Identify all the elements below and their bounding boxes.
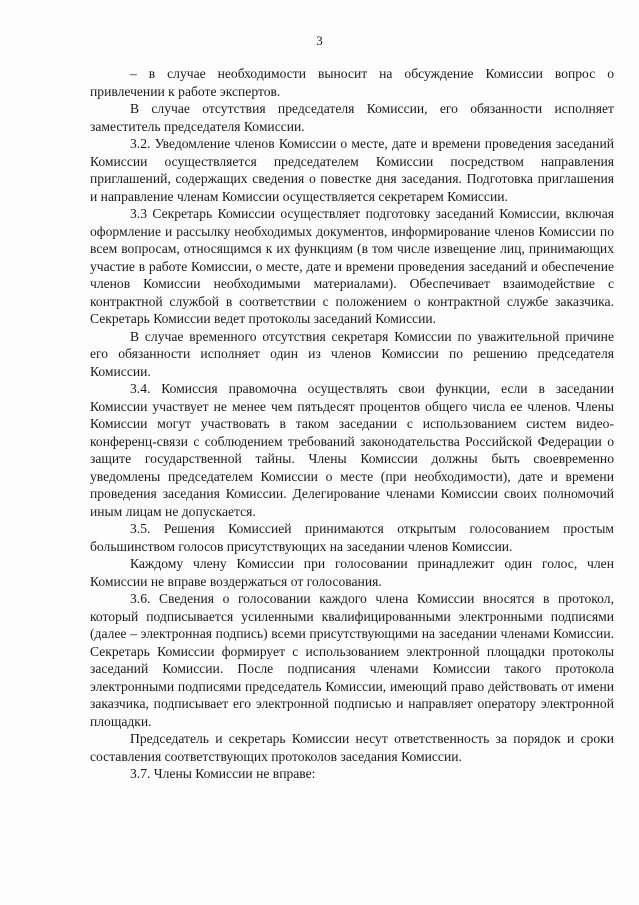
paragraph-3-4: 3.4. Комиссия правомочна осуществлять свои функции, если в заседании Комиссии участвует не менее чем пятьдесят процентов общего числа ее членов. Члены Комиссии могут участвовать в таком заседании с использованием систем видео-конференц-связи с соблюдением требований законодательства Российской Федерации о защите государственной тайны. Члены Комиссии должны быть своевременно уведомлены председателем Комиссии о месте (при необходимости), дате и времени проведения заседания Комиссии. Делегирование членами Комиссии своих полномочий иным лицам не допускается. <box>90 381 614 519</box>
paragraph-3-6: 3.6. Сведения о голосовании каждого члена Комиссии вносятся в протокол, который подписывается усиленными квалифицированными электронными подписями (далее – электронная подпись) всеми присутствующими на заседании членами Комиссии. Секретарь Комиссии формирует с использованием электронной площадки протоколы заседаний Комиссии. После подписания членами Комиссии такого протокола электронными подписями председатель Комиссии, имеющий право действовать от имени заказчика, подписывает его электронной подписью и направляет оператору электронной площадки. <box>90 591 614 729</box>
paragraph-secretary-absence: В случае временного отсутствия секретаря Комиссии по уважительной причине его обязанности исполняет один из членов Комиссии по решению председателя Комиссии. <box>90 328 614 379</box>
document-body <box>90 65 614 783</box>
page-number: 3 <box>316 33 323 48</box>
paragraph-one-vote: Каждому члену Комиссии при голосовании принадлежит один голос, член Комиссии не вправе воздержаться от голосования. <box>90 556 614 589</box>
paragraph-experts: – в случае необходимости выносит на обсуждение Комиссии вопрос о привлечении к работе экспертов. <box>90 66 614 99</box>
paragraph-3-2: 3.2. Уведомление членов Комиссии о месте, дате и времени проведения заседаний Комиссии осуществляется председателем Комиссии посредством направления приглашений, содержащих сведения о повестке дня заседания. Подготовка приглашения и направление членам Комиссии осуществляется секретарем Комиссии. <box>90 136 614 204</box>
paragraph-3-5: 3.5. Решения Комиссией принимаются открытым голосованием простым большинством голосов присутствующих на заседании членов Комиссии. <box>90 521 614 554</box>
paragraph-3-3: 3.3 Секретарь Комиссии осуществляет подготовку заседаний Комиссии, включая оформление и рассылку необходимых документов, информирование членов Комиссии по всем вопросам, относящимся к их функциям (в том числе извещение лиц, принимающих участие в работе Комиссии, о месте, дате и времени проведения заседаний и обеспечение членов Комиссии необходимыми материалами). Обеспечивает взаимодействие с контрактной службой в соответствии с положением о контрактной службе заказчика. Секретарь Комиссии ведет протоколы заседаний Комиссии. <box>90 206 614 326</box>
paragraph-deputy-chair: В случае отсутствия председателя Комиссии, его обязанности исполняет заместитель председателя Комиссии. <box>90 101 614 134</box>
paragraph-3-7: 3.7. Члены Комиссии не вправе: <box>130 766 316 781</box>
paragraph-responsibility: Председатель и секретарь Комиссии несут ответственность за порядок и сроки составления соответствующих протоколов заседания Комиссии. <box>90 731 614 764</box>
